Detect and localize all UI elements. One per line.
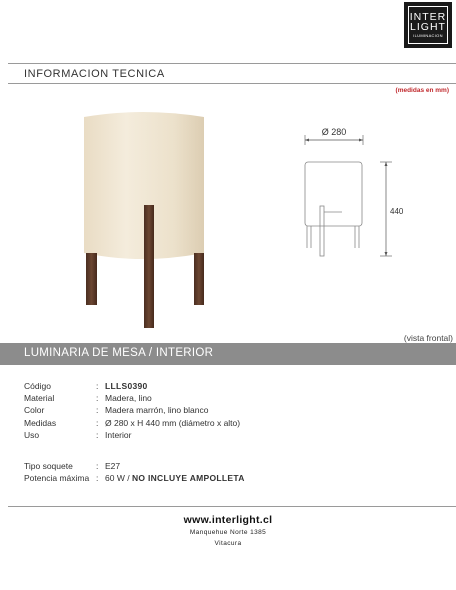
header-divider-top bbox=[8, 63, 456, 64]
spec-label: Código bbox=[24, 381, 51, 391]
spec-label: Color bbox=[24, 405, 45, 416]
category-band bbox=[0, 343, 456, 365]
product-category: LUMINARIA DE MESA / INTERIOR bbox=[24, 347, 214, 359]
spec-label: Medidas bbox=[24, 417, 57, 428]
spec-row-use: Uso : Interior bbox=[24, 429, 132, 440]
spec-list bbox=[24, 380, 245, 484]
logo-line-1: INTER bbox=[409, 10, 447, 23]
spec-label: Potencia máxima bbox=[24, 473, 90, 484]
spec-value: E27 bbox=[105, 460, 121, 471]
units-note: (medidas en mm) bbox=[395, 87, 449, 94]
spec-row-color: Color : Madera marrón, lino blanco bbox=[24, 405, 209, 416]
spec-value bbox=[105, 472, 245, 484]
view-note: (vista frontal) bbox=[403, 333, 453, 343]
lamp-photo bbox=[70, 105, 230, 337]
website-link[interactable]: www.interlight.cl bbox=[183, 514, 273, 526]
dimension-drawing bbox=[290, 120, 410, 265]
spec-row-code: Código : LLLS0390 bbox=[24, 381, 148, 391]
spec-row-material: Material : Madera, lino bbox=[24, 393, 152, 404]
logo-line-3: ILUMINACION bbox=[413, 32, 443, 38]
power-value: 60 W / bbox=[105, 473, 132, 484]
spec-row-power: Potencia máxima : 60 W / NO INCLUYE AMPOLLETA bbox=[24, 473, 245, 484]
bulb-notice: NO INCLUYE AMPOLLETA bbox=[131, 473, 245, 484]
spec-value: Interior bbox=[105, 429, 132, 440]
address: Manquehue Norte 1385 bbox=[189, 529, 267, 536]
lamp-leg-left bbox=[86, 253, 97, 305]
spec-value: Madera marrón, lino blanco bbox=[105, 405, 209, 416]
section-title: INFORMACION TECNICA bbox=[24, 68, 165, 80]
lamp-leg-center bbox=[144, 205, 154, 328]
lamp-leg-right bbox=[194, 253, 204, 305]
city: Vitacura bbox=[214, 540, 242, 547]
header-divider-bottom bbox=[8, 83, 456, 84]
diameter-label: Ø 280 bbox=[321, 127, 347, 137]
spec-value: Ø 280 x H 440 mm (diámetro x alto) bbox=[105, 417, 241, 428]
spec-value-code: LLLS0390 bbox=[105, 381, 148, 391]
footer-divider bbox=[8, 506, 456, 507]
spec-value: Madera, lino bbox=[105, 393, 152, 404]
spec-row-dimensions: Medidas : Ø 280 x H 440 mm (diámetro x alto) bbox=[24, 417, 241, 428]
logo-line-2: LIGHT bbox=[410, 20, 446, 33]
height-label: 440 bbox=[390, 207, 404, 216]
spec-row-socket: Tipo soquete : E27 bbox=[24, 460, 121, 471]
spec-label: Tipo soquete bbox=[24, 460, 73, 471]
interlight-logo bbox=[404, 2, 452, 48]
spec-label: Material bbox=[24, 393, 55, 404]
spec-label: Uso bbox=[24, 429, 40, 440]
